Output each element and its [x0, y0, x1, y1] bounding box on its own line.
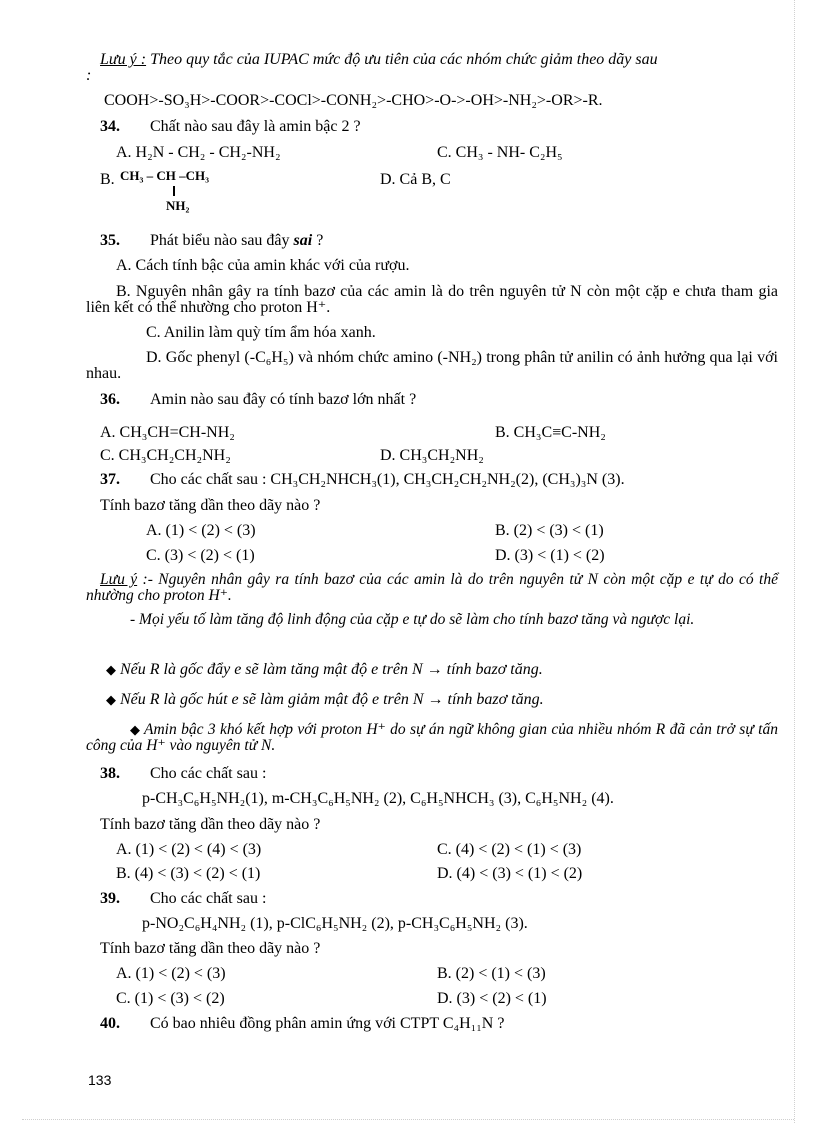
- q37-option-c: C. (3) < (2) < (1): [146, 547, 255, 564]
- q36-question: 36. Amin nào sau đây có tính bazơ lớn nhất ?: [100, 391, 417, 408]
- q36-option-b: B. CH₃C≡C-NH₂: [495, 424, 606, 441]
- structure-chain: CH₃ – CH –CH₃: [120, 168, 210, 183]
- q38-option-b: B. (4) < (3) < (2) < (1): [116, 865, 261, 882]
- q39-option-a: A. (1) < (2) < (3): [116, 965, 226, 982]
- q34-option-a: A. H₂N - CH₂ - CH₂-NH₂: [116, 144, 281, 161]
- q38-option-a: A. (1) < (2) < (4) < (3): [116, 841, 262, 858]
- q36-option-d: D. CH₃CH₂NH₂: [380, 447, 484, 464]
- q34-option-c: C. CH₃ - NH- C₂H₅: [437, 144, 563, 161]
- q39-prompt: Tính bazơ tăng dần theo dãy nào ?: [100, 940, 321, 957]
- note2-bullet3: ◆ Amin bậc 3 khó kết hợp với proton H⁺ do sự án ngữ không gian của nhiều nhóm R đã cản trở sự tấn công của H⁺ vào nguyên tử N.: [86, 721, 778, 754]
- q39-option-b: B. (2) < (1) < (3): [437, 965, 546, 982]
- note2-paragraph1: Lưu ý :- Nguyên nhân gây ra tính bazơ của các amin là do trên nguyên tử N còn một cặp e tự do có thể nhường cho proton H⁺.: [86, 571, 778, 604]
- q38-prompt: Tính bazơ tăng dần theo dãy nào ?: [100, 816, 321, 833]
- q35-question: 35. Phát biểu nào sau đây sai ?: [100, 232, 324, 249]
- q34-option-b-label: B.: [100, 171, 115, 188]
- page-number: 133: [88, 1072, 112, 1088]
- note2-paragraph2: - Mọi yếu tố làm tăng độ linh động của cặp e tự do sẽ làm cho tính bazơ tăng và ngược lại.: [130, 611, 695, 628]
- q35-option-a: A. Cách tính bậc của amin khác với của rượu.: [116, 257, 410, 274]
- footer-divider: [22, 1119, 794, 1120]
- diamond-bullet-icon: ◆: [106, 662, 116, 677]
- page-edge: [794, 0, 796, 1123]
- q38-question: 38. Cho các chất sau :: [100, 765, 267, 782]
- q39-list: p-NO₂C₆H₄NH₂ (1), p-ClC₆H₅NH₂ (2), p-CH₃C₆H₅NH₂ (3).: [142, 915, 528, 932]
- q36-option-a: A. CH₃CH=CH-NH₂: [100, 424, 235, 441]
- diamond-bullet-icon: ◆: [130, 722, 140, 737]
- structure-bond: [173, 186, 175, 196]
- note1-line1: Lưu ý : Theo quy tắc của IUPAC mức độ ưu tiên của các nhóm chức giảm theo dãy sau: [100, 51, 658, 68]
- q38-list: p-CH₃C₆H₅NH₂(1), m-CH₃C₆H₅NH₂ (2), C₆H₅NHCH₃ (3), C₆H₅NH₂ (4).: [142, 790, 614, 807]
- note1-line2: :: [86, 67, 92, 84]
- note1-label: Lưu ý :: [100, 51, 147, 68]
- q35-option-d: D. Gốc phenyl (-C₆H₅) và nhóm chức amino (-NH₂) trong phân tử anilin có ảnh hưởng qua lại với nhau.: [86, 349, 778, 382]
- q35-option-c: C. Anilin làm quỳ tím ẩm hóa xanh.: [146, 324, 376, 341]
- q35-option-b: B. Nguyên nhân gây ra tính bazơ của các amin là do trên nguyên tử N còn một cặp e chưa tham gia liên kết có thể nhường cho proton H⁺.: [86, 283, 778, 316]
- q40-question: 40. Có bao nhiêu đồng phân amin ứng với CTPT C₄H₁₁N ?: [100, 1015, 505, 1032]
- q34-question: 34. Chất nào sau đây là amin bậc 2 ?: [100, 118, 361, 135]
- q39-question: 39. Cho các chất sau :: [100, 890, 267, 907]
- q39-option-c: C. (1) < (3) < (2): [116, 990, 225, 1007]
- q37-option-b: B. (2) < (3) < (1): [495, 522, 604, 539]
- note2-bullet1: ◆ Nếu R là gốc đẩy e sẽ làm tăng mật độ e trên N → tính bazơ tăng.: [106, 661, 543, 678]
- q34-option-d: D. Cả B, C: [380, 171, 451, 188]
- note1-order: COOH>-SO₃H>-COOR>-COCl>-CONH₂>-CHO>-O->-OH>-NH₂>-OR>-R.: [104, 92, 603, 109]
- q37-prompt: Tính bazơ tăng dần theo dãy nào ?: [100, 497, 321, 514]
- q36-option-c: C. CH₃CH₂CH₂NH₂: [100, 447, 231, 464]
- diamond-bullet-icon: ◆: [106, 692, 116, 707]
- q37-question: 37. Cho các chất sau : CH₃CH₂NHCH₃(1), CH₃CH₂CH₂NH₂(2), (CH₃)₃N (3).: [100, 471, 625, 488]
- q34-option-b-structure: [120, 166, 250, 222]
- q39-option-d: D. (3) < (2) < (1): [437, 990, 547, 1007]
- note2-bullet2: ◆ Nếu R là gốc hút e sẽ làm giảm mật độ e trên N → tính bazơ tăng.: [106, 691, 544, 708]
- structure-substituent: NH₂: [166, 198, 190, 213]
- q38-option-c: C. (4) < (2) < (1) < (3): [437, 841, 582, 858]
- q37-option-d: D. (3) < (1) < (2): [495, 547, 605, 564]
- q37-option-a: A. (1) < (2) < (3): [146, 522, 256, 539]
- q38-option-d: D. (4) < (3) < (1) < (2): [437, 865, 583, 882]
